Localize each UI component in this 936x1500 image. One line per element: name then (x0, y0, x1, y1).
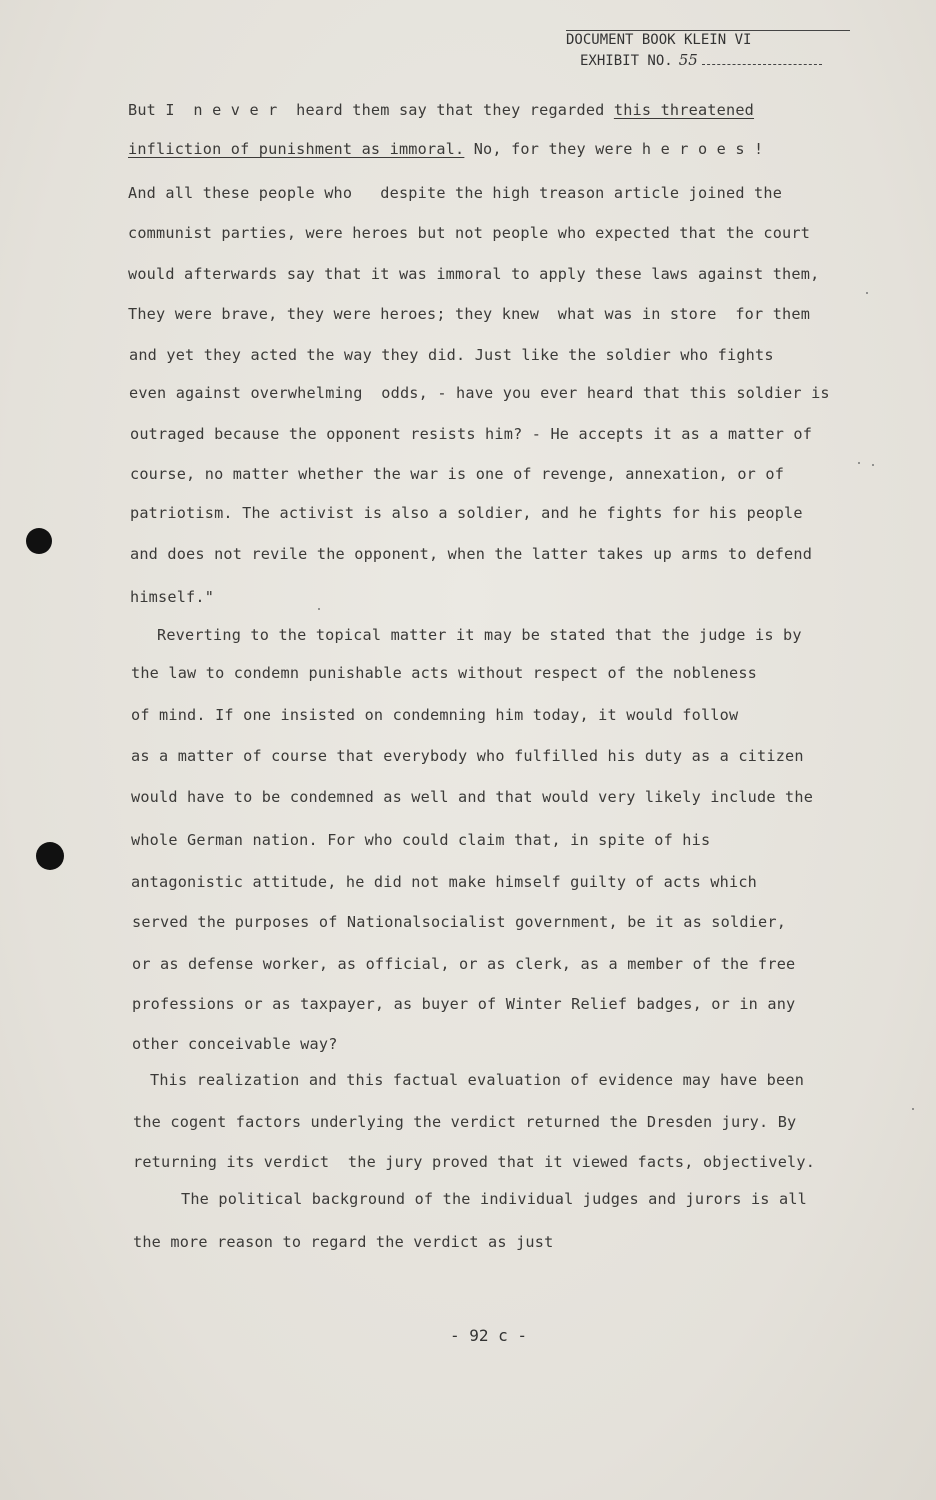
paper-speck (318, 608, 320, 610)
text-segment: antagonistic attitude, he did not make himself guilty of acts which (131, 873, 758, 891)
text-line (131, 747, 804, 765)
document-book-label: DOCUMENT BOOK KLEIN VI (566, 32, 752, 48)
page-number: - 92 c - (450, 1326, 528, 1345)
text-segment: They were brave, they were heroes; they knew what was in store for them (128, 305, 811, 323)
text-line (128, 184, 782, 202)
document-header (566, 30, 822, 71)
text-line (132, 995, 795, 1013)
text-line (131, 664, 757, 682)
text-line (131, 706, 738, 724)
text-segment: professions or as taxpayer, as buyer of Winter Relief badges, or in any (132, 995, 796, 1013)
paper-speck (866, 292, 868, 294)
text-line (128, 265, 819, 283)
text-segment: communist parties, were heroes but not people who expected that the court (128, 224, 811, 242)
text-line (131, 788, 813, 806)
text-segment: No, for they were h e r o e s ! (464, 140, 764, 158)
text-segment: and does not revile the opponent, when the latter takes up arms to defend (130, 545, 813, 563)
text-segment: course, no matter whether the war is one of revenge, annexation, or of (130, 465, 785, 483)
exhibit-line (566, 50, 822, 71)
paper-speck (872, 464, 874, 466)
text-line (131, 873, 757, 891)
text-segment: and yet they acted the way they did. Just like the soldier who fights (129, 346, 774, 364)
paper-speck (912, 1108, 914, 1110)
text-segment: This realization and this factual evaluation of evidence may have been (150, 1071, 805, 1089)
underlined-text: infliction of punishment as immoral. (128, 140, 465, 158)
exhibit-label: EXHIBIT NO. (580, 53, 673, 69)
text-line (128, 140, 763, 158)
text-segment: But I n e v e r heard them say that they regarded (128, 101, 614, 119)
underlined-text: this threatened (613, 101, 755, 119)
text-line (157, 626, 802, 644)
text-segment: Reverting to the topical matter it may be stated that the judge is by (157, 626, 802, 644)
punch-hole-icon (26, 528, 52, 554)
text-segment: the law to condemn punishable acts without respect of the nobleness (131, 664, 758, 682)
text-line (130, 425, 812, 443)
text-line (133, 1233, 553, 1251)
text-line (129, 346, 774, 364)
text-line (132, 913, 786, 931)
text-segment: or as defense worker, as official, or as clerk, as a member of the free (132, 955, 796, 973)
text-segment: as a matter of course that everybody who fulfilled his duty as a citizen (131, 747, 804, 765)
text-line (131, 831, 710, 849)
text-line (130, 465, 784, 483)
text-segment: the more reason to regard the verdict as just (133, 1233, 554, 1251)
text-segment: whole German nation. For who could claim that, in spite of his (131, 831, 711, 849)
text-segment: of mind. If one insisted on condemning him today, it would follow (131, 706, 739, 724)
exhibit-underline (702, 64, 822, 65)
exhibit-number: 55 (678, 51, 698, 69)
text-line (133, 1113, 796, 1131)
text-segment: would have to be condemned as well and that would very likely include the (131, 788, 814, 806)
text-segment: served the purposes of Nationalsocialist government, be it as soldier, (132, 913, 787, 931)
text-segment: even against overwhelming odds, - have you ever heard that this soldier is (129, 384, 830, 402)
text-line (128, 305, 810, 323)
text-segment: himself." (130, 588, 215, 606)
text-line (128, 101, 754, 119)
text-segment: outraged because the opponent resists him? - He accepts it as a matter of (130, 425, 813, 443)
text-segment: The political background of the individual judges and jurors is all (181, 1190, 808, 1208)
text-segment: patriotism. The activist is also a soldier, and he fights for his people (130, 504, 803, 522)
text-segment: other conceivable way? (132, 1035, 338, 1053)
text-line (132, 1035, 338, 1053)
text-segment: returning its verdict the jury proved that it viewed facts, objectively. (133, 1153, 816, 1171)
text-line (130, 504, 803, 522)
text-line (150, 1071, 804, 1089)
text-segment: would afterwards say that it was immoral to apply these laws against them, (128, 265, 820, 283)
text-segment: the cogent factors underlying the verdict returned the Dresden jury. By (133, 1113, 797, 1131)
text-line (133, 1153, 815, 1171)
text-line (132, 955, 795, 973)
text-segment: And all these people who despite the high treason article joined the (128, 184, 783, 202)
punch-hole-icon (36, 842, 64, 870)
text-line (130, 588, 214, 606)
text-line (129, 384, 830, 402)
text-line (128, 224, 810, 242)
paper-speck (858, 462, 860, 464)
text-line (181, 1190, 807, 1208)
text-line (130, 545, 812, 563)
